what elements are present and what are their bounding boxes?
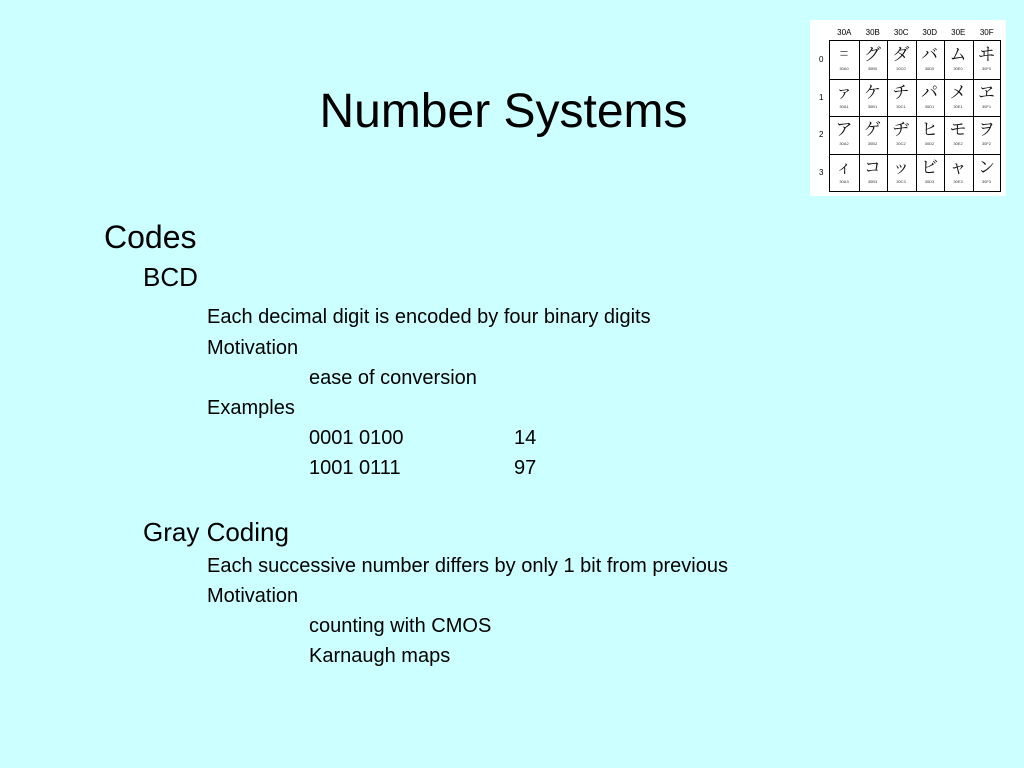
katakana-glyph: メ [949,82,967,103]
katakana-glyph: チ [892,82,910,103]
katakana-glyph: ヰ [978,45,995,65]
table-cell [918,155,942,189]
katakana-glyph: ヲ [978,120,995,140]
table-cell [975,42,999,76]
katakana-glyph: ビ [921,157,938,178]
table-column-header: 30E [951,28,966,37]
code-point-label: 30D2 [924,141,935,146]
code-point-label: 30E3 [953,178,963,184]
table-cell [861,117,885,151]
table-column-header: 30A [837,28,852,37]
table-cell [889,80,913,114]
table-row-label: 2 [819,130,824,139]
gray-description: Each successive number differs by only 1 bit from previous [207,555,728,577]
code-point-label: 30B2 [867,141,878,146]
table-cell [918,80,942,114]
code-point-label: 30A2 [839,141,849,146]
table-column-header: 30F [979,28,994,37]
code-point-label: 30E1 [953,103,963,109]
gray-motivation-item: Karnaugh maps [309,645,451,667]
code-point-label: 30B3 [867,178,878,184]
bcd-motivation-item: ease of conversion [309,367,477,389]
katakana-glyph: ァ [835,82,853,103]
code-point-label: 30F3 [981,178,992,184]
code-point-label: 30A0 [839,66,849,71]
katakana-glyph: バ [921,45,938,65]
code-point-label: 30D1 [924,103,935,109]
table-column-header: 30C [893,28,909,37]
code-point-label: 30A3 [839,178,849,184]
codes-heading: Codes [104,219,197,255]
code-point-label: 30F2 [981,141,992,146]
code-point-label: 30E0 [953,66,963,71]
gray-motivation-item: counting with CMOS [309,615,492,637]
katakana-glyph: コ [864,157,881,178]
bcd-motivation-label: Motivation [207,337,299,359]
code-point-label: 30B1 [867,103,878,109]
table-column-header: 30D [922,28,938,37]
table-cell [889,117,913,151]
bcd-example-binary: 1001 0111 [309,457,401,479]
code-point-label: 30C3 [896,178,906,184]
table-cell [946,117,970,151]
table-cell [975,155,999,189]
table-cell [832,117,856,151]
table-cell [832,80,856,114]
table-cell [861,42,885,76]
table-cell [889,155,913,189]
slide-title: Number Systems [319,85,688,138]
table-row-label: 3 [819,167,824,177]
code-point-label: 30E2 [953,141,963,146]
code-point-label: 30C0 [896,66,906,71]
table-row-label: 1 [819,92,824,102]
table-row-label: 0 [819,55,824,64]
table-cell [832,42,856,76]
katakana-glyph: ン [978,157,995,178]
katakana-glyph: ア [835,120,853,140]
code-point-label: 30F0 [981,66,992,71]
table-cell [832,155,856,189]
katakana-glyph: ヒ [921,120,938,140]
katakana-glyph: ケ [864,82,881,103]
table-cell [918,117,942,151]
katakana-glyph: ダ [892,45,910,65]
code-point-label: 30D0 [924,66,935,71]
gray-coding-heading: Gray Coding [143,517,289,547]
table-cell [975,80,999,114]
katakana-glyph: ゠ [835,45,853,65]
katakana-glyph: ム [949,45,967,65]
code-point-label: 30F1 [981,103,992,109]
katakana-glyph: ヂ [892,120,910,140]
katakana-glyph: ヱ [978,82,995,103]
code-point-label: 30D3 [924,178,935,184]
table-grid [829,40,1001,192]
table-cell [946,80,970,114]
code-point-label: 30A1 [839,103,849,109]
bcd-description: Each decimal digit is encoded by four binary digits [207,306,651,328]
bcd-heading: BCD [143,262,198,292]
katakana-glyph: パ [921,82,938,103]
bcd-example-decimal: 97 [514,457,537,479]
table-cell [946,155,970,189]
table-cell [946,42,970,76]
katakana-glyph: ッ [892,157,910,178]
table-cell [889,42,913,76]
gray-motivation-label: Motivation [207,585,299,607]
katakana-glyph: ゲ [864,120,881,140]
code-point-label: 30B0 [867,66,878,71]
katakana-code-table-image [810,20,1006,196]
table-column-header: 30B [865,28,880,37]
code-point-label: 30C1 [896,103,906,109]
table-cell [861,155,885,189]
bcd-examples-label: Examples [207,397,295,419]
katakana-glyph: ャ [949,157,967,178]
katakana-glyph: グ [864,45,881,65]
table-cell [975,117,999,151]
bcd-example-binary: 0001 0100 [309,427,404,449]
katakana-glyph: モ [949,120,967,140]
bcd-example-decimal: 14 [514,427,537,449]
table-cell [861,80,885,114]
code-point-label: 30C2 [896,141,906,146]
table-cell [918,42,942,76]
katakana-glyph: ィ [835,157,853,178]
